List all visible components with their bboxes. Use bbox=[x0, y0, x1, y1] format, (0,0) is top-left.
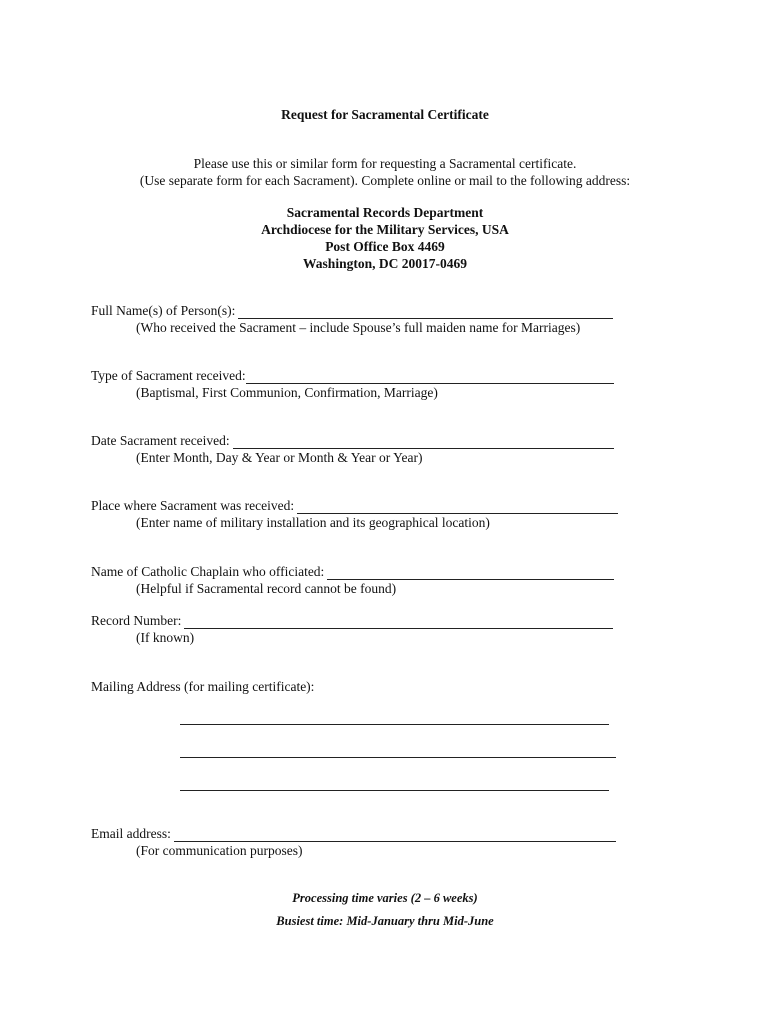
sacrament-type-hint: (Baptismal, First Communion, Confirmation, Marriage) bbox=[136, 385, 438, 400]
address-city: Washington, DC 20017-0469 bbox=[303, 256, 467, 271]
full-name-field[interactable] bbox=[238, 306, 613, 319]
intro-line-2: (Use separate form for each Sacrament). Complete online or mail to the following address: bbox=[139, 173, 631, 188]
chaplain-label: Name of Catholic Chaplain who officiated: bbox=[91, 564, 325, 579]
chaplain-field[interactable] bbox=[327, 567, 614, 580]
address-organization: Archdiocese for the Military Services, USA bbox=[261, 222, 509, 237]
record-number-label: Record Number: bbox=[91, 613, 182, 628]
record-number-row bbox=[91, 612, 613, 629]
place-label: Place where Sacrament was received: bbox=[91, 498, 295, 513]
record-number-field[interactable] bbox=[184, 616, 613, 629]
address-department: Sacramental Records Department bbox=[286, 205, 484, 220]
mailing-address-line-2[interactable] bbox=[180, 757, 616, 758]
date-label: Date Sacrament received: bbox=[91, 433, 230, 448]
place-row bbox=[91, 497, 618, 514]
sacrament-type-field[interactable] bbox=[246, 371, 614, 384]
date-field[interactable] bbox=[233, 436, 614, 449]
full-name-row bbox=[91, 302, 613, 319]
intro-line-1: Please use this or similar form for requesting a Sacramental certificate. bbox=[193, 156, 577, 171]
address-po-box: Post Office Box 4469 bbox=[325, 239, 445, 254]
form-title: Request for Sacramental Certificate bbox=[281, 107, 489, 122]
date-hint: (Enter Month, Day & Year or Month & Year or Year) bbox=[136, 450, 423, 465]
mailing-address-line-1[interactable] bbox=[180, 724, 609, 725]
date-row bbox=[91, 432, 614, 449]
place-hint: (Enter name of military installation and its geographical location) bbox=[136, 515, 490, 530]
mailing-address-line-3[interactable] bbox=[180, 790, 609, 791]
email-label: Email address: bbox=[91, 826, 171, 841]
email-field[interactable] bbox=[174, 829, 616, 842]
sacrament-type-label: Type of Sacrament received: bbox=[91, 368, 246, 383]
processing-time-note: Processing time varies (2 – 6 weeks) bbox=[292, 891, 478, 905]
chaplain-hint: (Helpful if Sacramental record cannot be found) bbox=[136, 581, 397, 596]
record-number-hint: (If known) bbox=[136, 630, 195, 645]
email-row bbox=[91, 825, 616, 842]
mailing-address-block bbox=[0, 204, 770, 272]
busiest-time-note: Busiest time: Mid-January thru Mid-June bbox=[276, 914, 494, 928]
chaplain-row bbox=[91, 563, 614, 580]
mailing-address-label: Mailing Address (for mailing certificate): bbox=[91, 679, 315, 694]
email-hint: (For communication purposes) bbox=[136, 843, 303, 858]
full-name-label: Full Name(s) of Person(s): bbox=[91, 303, 236, 318]
place-field[interactable] bbox=[297, 501, 618, 514]
sacrament-type-row bbox=[91, 367, 614, 384]
full-name-hint: (Who received the Sacrament – include Spouse’s full maiden name for Marriages) bbox=[136, 320, 581, 335]
